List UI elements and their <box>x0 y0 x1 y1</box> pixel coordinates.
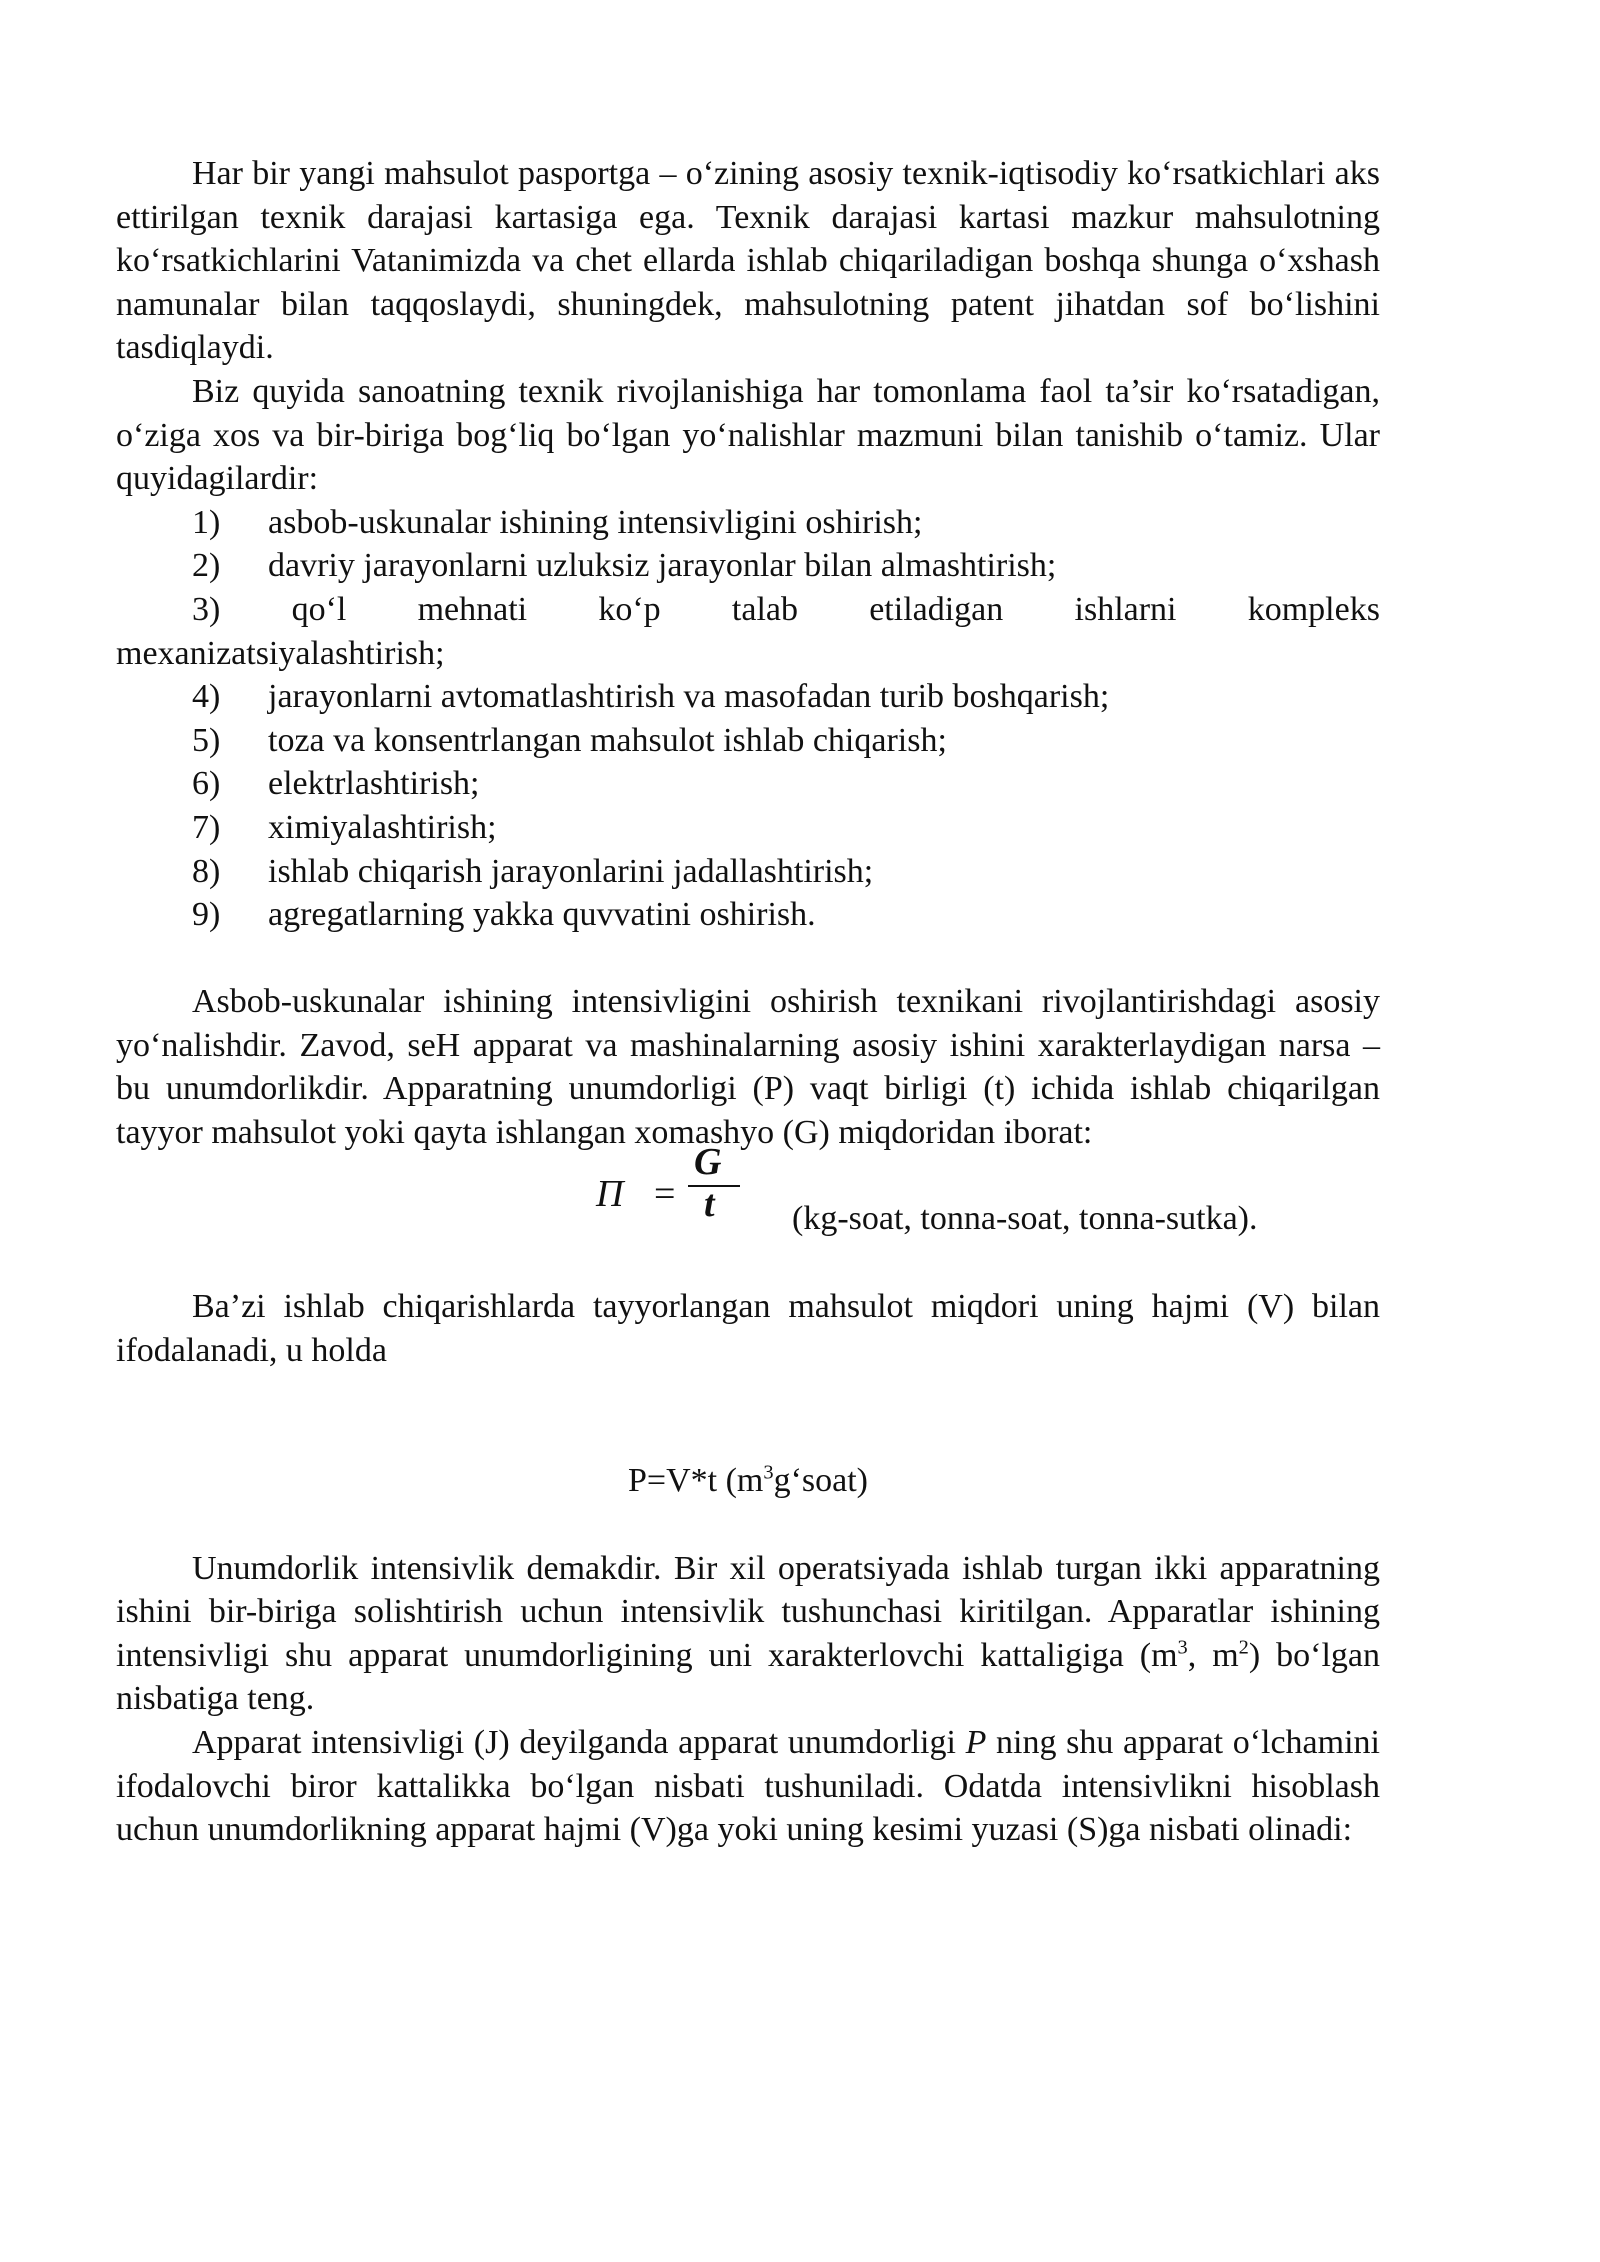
list-item <box>116 544 1380 588</box>
list-item-line <box>116 588 1380 632</box>
volume-formula <box>116 1459 1380 1503</box>
list-number: 7) <box>192 808 221 846</box>
paragraph-text: , m <box>1187 1636 1239 1674</box>
list-text: ishlab chiqarish jarayonlarini jadallashtirish; <box>268 852 874 890</box>
list-item <box>116 675 1380 719</box>
productivity-formula <box>116 1140 1380 1242</box>
formula-numerator: G <box>694 1140 722 1183</box>
spacer <box>116 1503 1380 1547</box>
spacer <box>116 1372 1380 1459</box>
list-number: 2) <box>192 547 221 585</box>
paragraph-volume: Ba’zi ishlab chiqarishlarda tayyorlangan mahsulot miqdori uning hajmi (V) bilan ifodalanadi, u holda <box>116 1288 1380 1369</box>
superscript: 2 <box>1238 1636 1249 1659</box>
paragraph-passport: Har bir yangi mahsulot pasportga – o‘zining asosiy texnik-iqtisodiy ko‘rsatkichlari aks ettirilgan texnik darajasi kartasiga ega. Texnik darajasi kartasi mazkur mahsulotning ko‘rsatkichlarini Vatanimizda va chet ellarda ishlab chiqariladigan boshqa shunga o‘xshash namunalar bilan taqqoslaydi, shuningdek, mahsulotning patent jihatdan sof bo‘lishini tasdiqlaydi. <box>116 155 1380 367</box>
list-text: agregatlarning yakka quvvatini oshirish. <box>268 896 816 934</box>
paragraph-intensity <box>116 1547 1380 1721</box>
paragraph-text: ) bo‘lgan nisbatiga teng. <box>116 1636 1380 1718</box>
spacer <box>116 937 1380 981</box>
list-number: 4) <box>192 678 221 716</box>
formula-lhs: П <box>596 1172 624 1215</box>
list-text: elektrlashtirish; <box>268 765 480 803</box>
formula-denominator: t <box>704 1182 715 1225</box>
list-item <box>116 806 1380 850</box>
list-text: jarayonlarni avtomatlashtirish va masofadan turib boshqarish; <box>268 678 1110 716</box>
paragraph-directions-intro: Biz quyida sanoatning texnik rivojlanishiga har tomonlama faol ta’sir ko‘rsatadigan, o‘ziga xos va bir-biriga bog‘liq bo‘lgan yo‘nalishlar mazmuni bilan tanishib o‘tamiz. Ular quyidagilardir: <box>116 372 1380 498</box>
list-number: 3) <box>192 590 221 628</box>
paragraph-text: Apparat intensivligi (J) deyilganda apparat unumdorligi <box>192 1724 966 1761</box>
document-page <box>116 152 1380 1852</box>
list-word: ko‘p <box>598 590 661 628</box>
list-number: 1) <box>192 503 221 541</box>
list-word: mehnati <box>417 590 528 628</box>
superscript: 3 <box>1177 1636 1188 1659</box>
list-number: 6) <box>192 765 221 803</box>
formula-part: g‘soat) <box>773 1462 868 1500</box>
list-number: 9) <box>192 896 221 934</box>
list-word: qo‘l <box>291 590 347 628</box>
paragraph-text: ning shu apparat o‘lchamini ifodalovchi biror kattalikka bo‘lgan nisbati tushuniladi. Odatda intensivlikni hisoblash uchun unumdorlikning apparat hajmi (V)ga yoki uning kesimi yuzasi (S)ga nisbati olinadi: <box>116 1724 1380 1849</box>
list-item <box>116 850 1380 894</box>
list-item <box>116 719 1380 763</box>
formula-equals: = <box>654 1172 676 1215</box>
symbol-p: P <box>965 1724 987 1761</box>
list-text: asbob-uskunalar ishining intensivligini oshirish; <box>268 503 923 541</box>
list-text: toza va konsentrlangan mahsulot ishlab chiqarish; <box>268 721 947 759</box>
paragraph-text: Unumdorlik intensivlik demakdir. Bir xil operatsiyada ishlab turgan ikki apparatning ishini bir-biriga solishtirish uchun intensivlik tushunchasi kiritilgan. Apparatlar ishining intensivligi shu apparat unumdorligining uni xarakterlovchi kattaligiga (m <box>116 1549 1380 1674</box>
list-item <box>116 501 1380 545</box>
spacer <box>116 1242 1380 1286</box>
list-item <box>116 893 1380 937</box>
list-number: 5) <box>192 721 221 759</box>
formula-units: (kg-soat, tonna-soat, tonna-sutka). <box>792 1199 1258 1237</box>
list-item <box>116 588 1380 675</box>
formula-superscript: 3 <box>763 1462 774 1485</box>
list-text: davriy jarayonlarni uzluksiz jarayonlar bilan almashtirish; <box>268 547 1057 585</box>
paragraph-intensity-definition <box>116 1721 1380 1852</box>
directions-list <box>116 501 1380 937</box>
list-item <box>116 762 1380 806</box>
list-text: ximiyalashtirish; <box>268 808 497 846</box>
list-text-continuation: mexanizatsiyalashtirish; <box>116 634 445 672</box>
list-word: ishlarni <box>1074 590 1177 628</box>
list-word: etiladigan <box>869 590 1004 628</box>
paragraph-productivity: Asbob-uskunalar ishining intensivligini oshirish texnikani rivojlantirishdagi asosiy yo‘nalishdir. Zavod, seH apparat va mashinalarning asosiy ishini xarakterlaydigan narsa – bu unumdorlikdir. Apparatning unumdorligi (P) vaqt birligi (t) ichida ishlab chiqarilgan tayyor mahsulot yoki qayta ishlangan xomashyo (G) miqdoridan iborat: <box>116 983 1380 1152</box>
formula-part: P=V*t (m <box>628 1462 764 1500</box>
list-word: kompleks <box>1247 590 1380 628</box>
list-number: 8) <box>192 852 221 890</box>
list-word: talab <box>731 590 798 628</box>
